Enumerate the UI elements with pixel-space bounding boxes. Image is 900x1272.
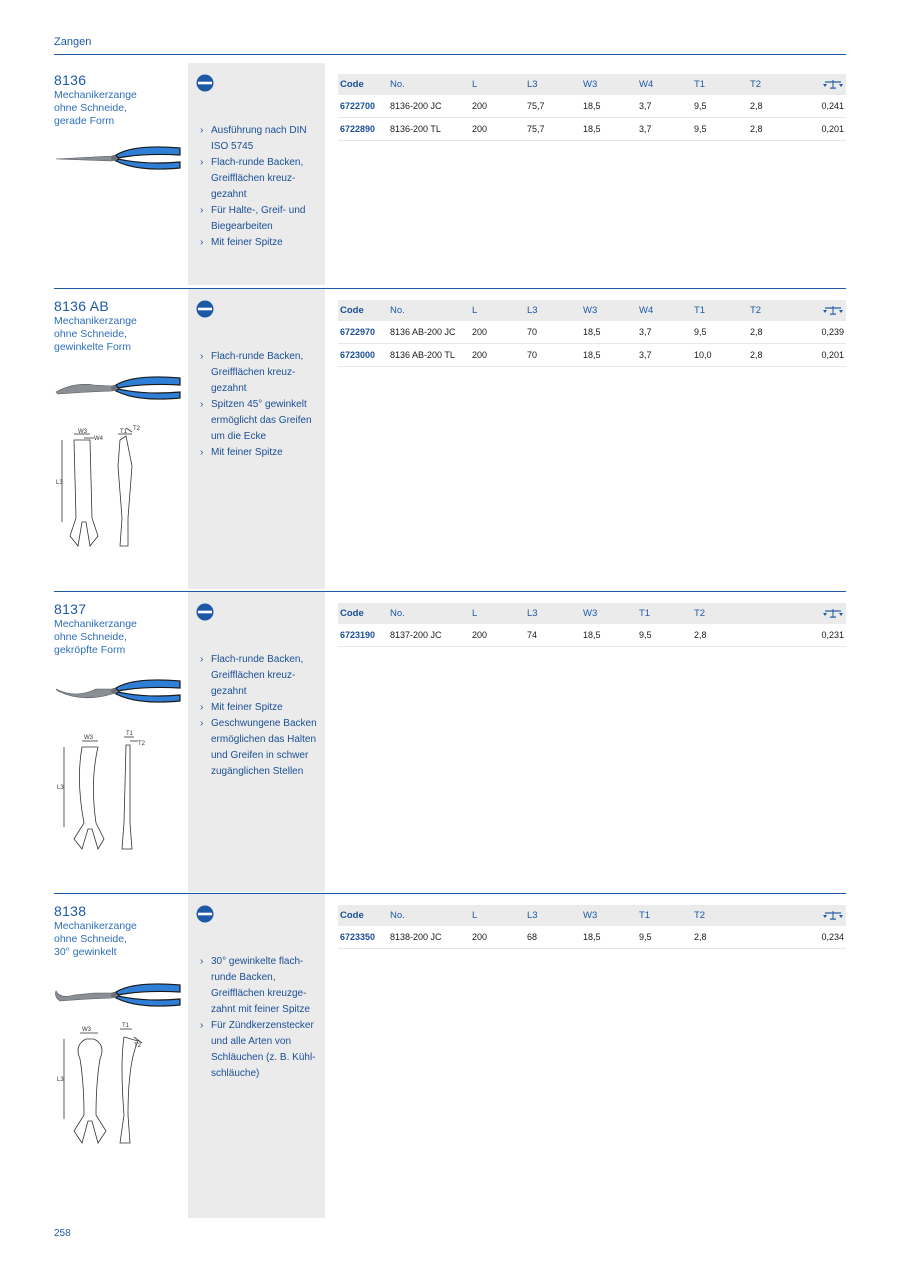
cell: 2,8 [750,118,800,141]
product-number: 8138 [54,903,87,919]
weight-cell: 0,239 [800,321,846,344]
product-table [338,603,846,647]
product-description-line: gerade Form [54,115,115,127]
cell: 18,5 [583,95,639,118]
feature-list [200,652,322,780]
column-header: W3 [583,300,639,321]
plier-photo-straight [54,142,182,176]
cell: 3,7 [639,118,694,141]
article-code: 6723350 [338,926,390,949]
column-header: No. [390,603,472,624]
table-row [338,926,846,949]
cell: 70 [527,344,583,367]
table-header-row [338,905,846,926]
cell: 8138-200 JC [390,926,472,949]
weight-cell: 0,234 [800,926,846,949]
dim-label: T1 [120,429,128,435]
weight-cell: 0,241 [800,95,846,118]
cell: 200 [472,118,527,141]
cell: 9,5 [694,118,750,141]
article-code: 6722970 [338,321,390,344]
cell: 2,8 [750,95,800,118]
screwdriver-slot-icon [196,603,214,621]
column-header: L [472,905,527,926]
feature-item: › Flach-runde Backen, Greifflächen kreuz-gezahnt [200,654,304,697]
product-title-block [54,72,186,128]
cell: 68 [527,926,583,949]
cell: 9,5 [694,95,750,118]
product-section [54,893,846,1218]
product-description-line: ohne Schneide, [54,102,127,114]
scale-icon [822,910,844,920]
weight-column-header [800,905,846,926]
column-header: T1 [694,74,750,95]
cell: 75,7 [527,118,583,141]
column-header: T2 [750,74,800,95]
feature-item: › Mit feiner Spitze [200,237,283,248]
dim-label: T2 [138,741,146,747]
cell: 9,5 [639,926,694,949]
product-table [338,905,846,949]
plier-photo-cranked [54,675,182,709]
product-description-line: 30° gewinkelt [54,946,117,958]
cell: 3,7 [639,321,694,344]
plier-photo-angled [54,372,182,406]
dimension-drawing [54,1023,144,1149]
table-header-row [338,300,846,321]
product-section [54,591,846,892]
page-header-title: Zangen [54,36,92,48]
product-table [338,74,846,141]
scale-icon [822,608,844,618]
cell: 3,7 [639,344,694,367]
column-header: T2 [694,905,800,926]
cell: 200 [472,321,527,344]
feature-item: › Ausführung nach DIN ISO 5745 [200,125,307,152]
table-row [338,321,846,344]
dim-label: T2 [133,426,141,432]
cell: 2,8 [750,344,800,367]
product-description-line: ohne Schneide, [54,933,127,945]
feature-panel [188,289,325,589]
section-divider [54,591,846,592]
column-header: Code [338,603,390,624]
dim-label: L3 [57,785,64,791]
product-title-block [54,601,186,657]
feature-item: › 30° gewinkelte flach-runde Backen, Greifflächen kreuzge-zahnt mit feiner Spitze [200,956,310,1015]
product-section [54,62,846,286]
column-header: W3 [583,905,639,926]
feature-list [200,349,322,461]
table-header-row [338,74,846,95]
column-header: W3 [583,603,639,624]
cell: 8137-200 JC [390,624,472,647]
column-header: No. [390,905,472,926]
feature-item: › Geschwungene Backen ermöglichen das Halten und Greifen in schwer zugänglichen Stellen [200,718,317,777]
section-divider [54,893,846,894]
feature-item: › Spitzen 45° gewinkelt ermöglicht das Greifen um die Ecke [200,399,312,442]
header-divider [54,54,846,55]
screwdriver-slot-icon [196,74,214,92]
cell: 2,8 [694,624,800,647]
dim-label: W3 [82,1027,91,1033]
screwdriver-slot-icon [196,300,214,318]
cell: 8136-200 TL [390,118,472,141]
dimension-drawing [54,731,144,855]
dim-label: W4 [94,436,103,442]
product-description-line: ohne Schneide, [54,631,127,643]
column-header: L3 [527,603,583,624]
section-divider [54,288,846,289]
product-description-line: gekröpfte Form [54,644,126,656]
column-header: L3 [527,905,583,926]
column-header: L3 [527,300,583,321]
column-header: L3 [527,74,583,95]
column-header: L [472,300,527,321]
product-title-block [54,903,186,959]
product-number: 8136 AB [54,298,110,314]
cell: 18,5 [583,321,639,344]
feature-item: › Für Halte-, Greif- und Biegearbeiten [200,205,306,232]
column-header: T2 [694,603,800,624]
product-description-line: Mechanikerzange [54,89,137,101]
weight-cell: 0,201 [800,118,846,141]
weight-column-header [800,603,846,624]
article-code: 6723190 [338,624,390,647]
column-header: W4 [639,300,694,321]
table-row [338,344,846,367]
dim-label: T1 [122,1023,130,1029]
product-number: 8137 [54,601,87,617]
article-code: 6723000 [338,344,390,367]
feature-list [200,123,322,251]
dim-label: W3 [84,735,93,741]
plier-photo-30deg [54,979,182,1013]
product-section [54,288,846,590]
feature-item: › Flach-runde Backen, Greifflächen kreuz-gezahnt [200,157,304,200]
cell: 9,5 [639,624,694,647]
cell: 200 [472,926,527,949]
column-header: No. [390,300,472,321]
article-code: 6722890 [338,118,390,141]
column-header: T2 [750,300,800,321]
dim-label: L3 [57,1077,64,1083]
cell: 8136 AB-200 JC [390,321,472,344]
cell: 10,0 [694,344,750,367]
feature-item: › Flach-runde Backen, Greifflächen kreuz-gezahnt [200,351,304,394]
cell: 74 [527,624,583,647]
dim-label: T2 [134,1043,142,1049]
column-header: W4 [639,74,694,95]
cell: 2,8 [750,321,800,344]
weight-column-header [800,74,846,95]
feature-panel [188,592,325,892]
weight-cell: 0,231 [800,624,846,647]
column-header: Code [338,905,390,926]
weight-column-header [800,300,846,321]
screwdriver-slot-icon [196,905,214,923]
product-number: 8136 [54,72,87,88]
scale-icon [822,305,844,315]
cell: 70 [527,321,583,344]
cell: 8136 AB-200 TL [390,344,472,367]
cell: 18,5 [583,926,639,949]
table-row [338,624,846,647]
cell: 8136-200 JC [390,95,472,118]
feature-item: › Mit feiner Spitze [200,447,283,458]
column-header: L [472,603,527,624]
product-title-block [54,298,186,354]
column-header: L [472,74,527,95]
cell: 75,7 [527,95,583,118]
product-description-line: Mechanikerzange [54,920,137,932]
dimension-drawing [54,426,144,554]
dim-label: L3 [56,480,63,486]
column-header: Code [338,300,390,321]
product-description-line: Mechanikerzange [54,315,137,327]
article-code: 6722700 [338,95,390,118]
column-header: W3 [583,74,639,95]
scale-icon [822,79,844,89]
feature-panel [188,63,325,285]
dim-label: W3 [78,429,87,435]
column-header: T1 [694,300,750,321]
dim-label: T1 [126,731,134,737]
cell: 9,5 [694,321,750,344]
cell: 200 [472,95,527,118]
cell: 200 [472,624,527,647]
weight-cell: 0,201 [800,344,846,367]
table-row [338,118,846,141]
cell: 18,5 [583,118,639,141]
table-header-row [338,603,846,624]
table-row [338,95,846,118]
cell: 2,8 [694,926,800,949]
column-header: No. [390,74,472,95]
product-description-line: gewinkelte Form [54,341,132,353]
column-header: T1 [639,603,694,624]
page-number: 258 [54,1228,71,1239]
cell: 3,7 [639,95,694,118]
column-header: T1 [639,905,694,926]
cell: 200 [472,344,527,367]
product-description-line: Mechanikerzange [54,618,137,630]
column-header: Code [338,74,390,95]
cell: 18,5 [583,624,639,647]
product-table [338,300,846,367]
feature-item: › Mit feiner Spitze [200,702,283,713]
feature-item: › Für Zündkerzenstecker und alle Arten von Schläuchen (z. B. Kühl-schläuche) [200,1020,316,1079]
cell: 18,5 [583,344,639,367]
feature-list [200,954,322,1082]
product-description-line: ohne Schneide, [54,328,127,340]
feature-panel [188,894,325,1218]
